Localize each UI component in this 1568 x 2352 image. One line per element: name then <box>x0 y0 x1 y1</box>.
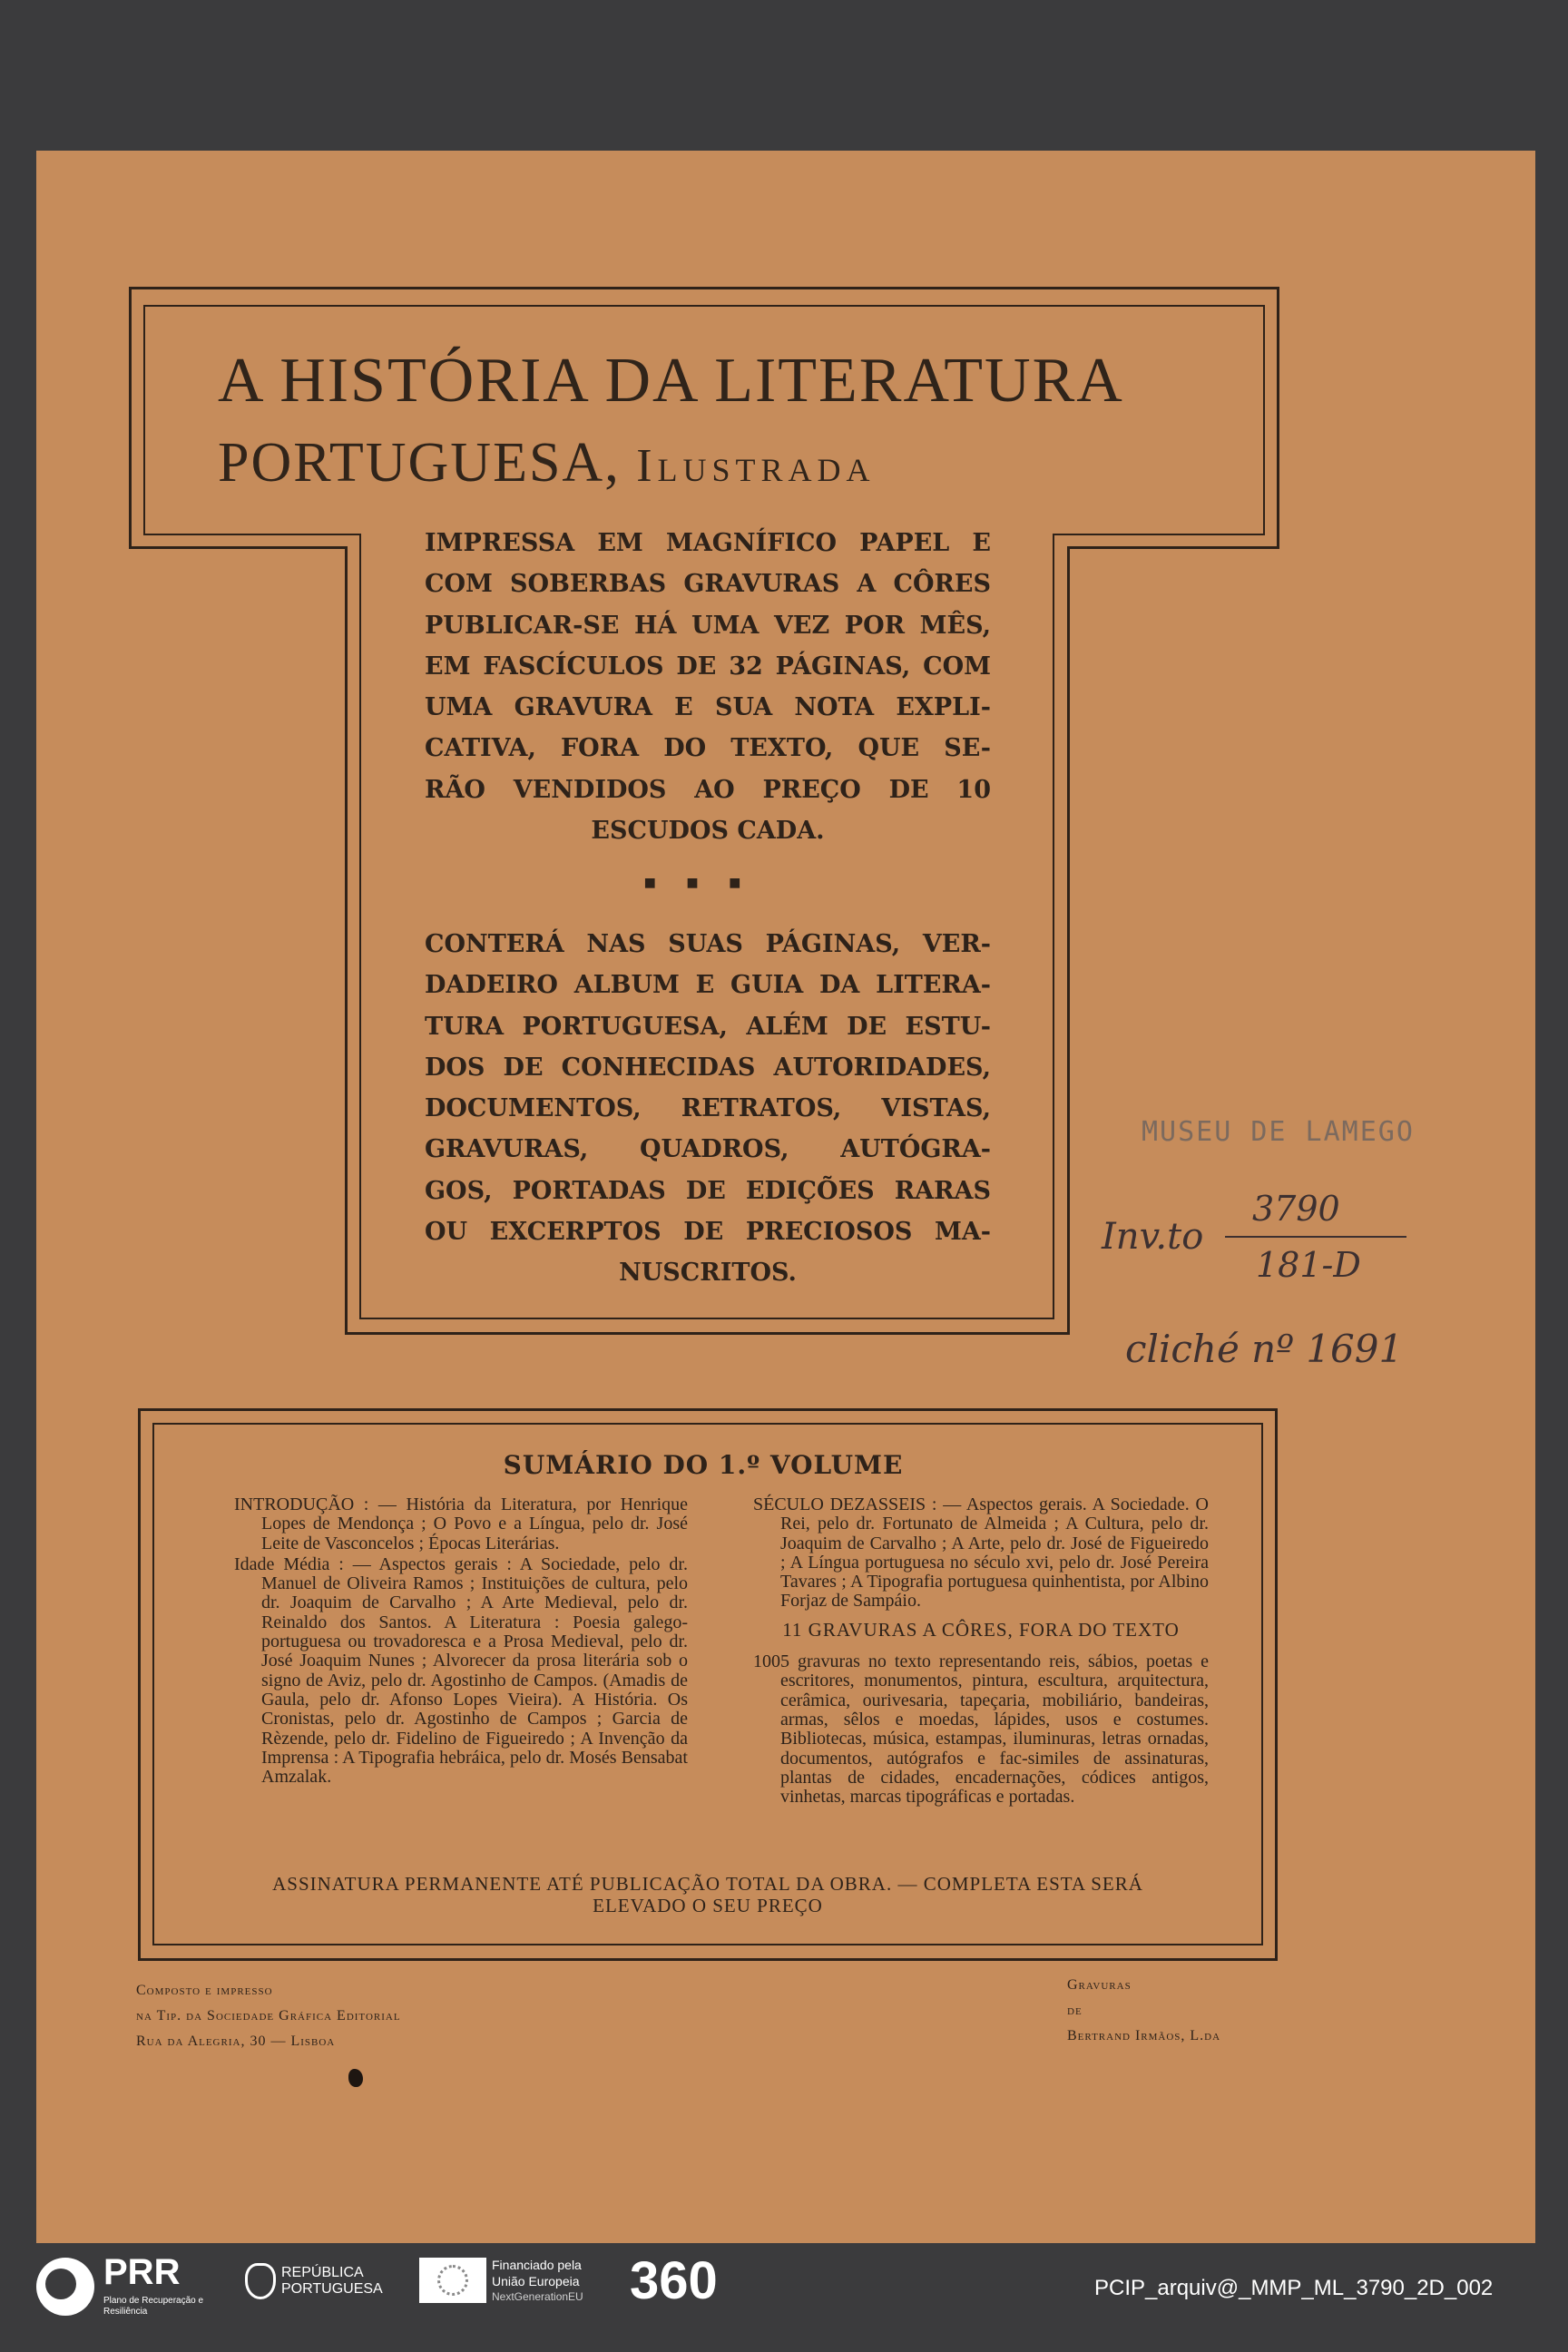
archive-id: PCIP_arquiv@_MMP_ML_3790_2D_002 <box>1094 2276 1494 2300</box>
summary-introducao: INTRODUÇÃO : — História da Literatura, por Henrique Lopes de Mendonça ; O Povo e a Língua, pelo dr. José Leite de Vasconcelos ; Épocas Literárias. <box>234 1494 688 1553</box>
brand-360: 360 <box>630 2251 718 2310</box>
ornament-dividers: ■ ■ ■ <box>643 871 754 894</box>
imprint-right-line-3: Bertrand Irmãos, L.da <box>1067 2028 1221 2043</box>
title-line-1: A HISTÓRIA DA LITERATURA <box>218 346 1124 416</box>
summary-gravuras-texto: 1005 gravuras no texto representando reis, sábios, poetas e escritores, monumentos, pintura, escultura, arquitectura, cerâmica, ourivesaria, tapeçaria, mobiliário, bandeiras, armas, sêlos e moedas, lápides, usos e costumes. Bibliotecas, música, estampas, iluminuras, letras ornadas, documentos, autógrafos e fac-similes de assinaturas, plantas de cidades, encadernações, códices antigos, vinhetas, marcas tipográficas e portadas. <box>753 1651 1209 1808</box>
description-line: COM SOBERBAS GRAVURAS A CÔRES <box>425 570 991 599</box>
prr-logo-icon <box>36 2258 94 2316</box>
imprint-left <box>136 1978 401 2054</box>
contents-line: TURA PORTUGUESA, ALÉM DE ESTU- <box>425 1012 991 1041</box>
title-portuguesa: PORTUGUESA, <box>218 432 621 494</box>
imprint-left-line-2: na Tip. da Sociedade Gráfica Editorial <box>136 2008 401 2024</box>
eu-flag-icon <box>419 2258 486 2303</box>
cliche-note: cliché nº 1691 <box>1125 1327 1404 1371</box>
contents-line: GRAVURAS, QUADROS, AUTÓGRA- <box>425 1135 991 1164</box>
subscription-line-1: ASSINATURA PERMANENTE ATÉ PUBLICAÇÃO TOTAL DA OBRA. — COMPLETA ESTA SERÁ <box>272 1873 1143 1895</box>
description-line: UMA GRAVURA E SUA NOTA EXPLI- <box>425 693 991 722</box>
imprint-right <box>1067 1973 1220 2049</box>
contents-line: DOS DE CONHECIDAS AUTORIDADES, <box>425 1053 991 1082</box>
summary-idade-media: Idade Média : — Aspectos gerais : A Sociedade, pelo dr. Manuel de Oliveira Ramos ; Instituições de cultura, pelo dr. Joaquim de Carvalho ; A Arte Medieval, pelo dr. Reinaldo dos Santos. A Literatura : Poesia galego-portuguesa ou trovadoresca e a Prosa Medieval, pelo dr. José Joaquim Nunes ; Alvorecer da prosa literária sob o signo de Aviz, pelo dr. Agostinho de Campos. (Amadis de Gaula, pelo dr. Afonso Lopes Vieira). A História. Os Cronistas, pelo dr. Agostinho de Campos ; Garcia de Rèzende, pelo dr. Fidelino de Figueiredo ; A Invenção da Imprensa : A Tipografia hebráica, pelo dr. Mosés Bensabat Amzalak. <box>234 1553 688 1788</box>
description-line: IMPRESSA EM MAGNÍFICO PAPEL E <box>425 529 991 557</box>
subscription-line-2: ELEVADO O SEU PREÇO <box>593 1895 823 1916</box>
subscription-note <box>163 1873 1252 1916</box>
contents-line: CONTERÁ NAS SUAS PÁGINAS, VER- <box>425 930 991 958</box>
imprint-left-line-1: Composto e impresso <box>136 1983 273 1998</box>
contents-line: DADEIRO ALBUM E GUIA DA LITERA- <box>425 971 991 1000</box>
summary-right-column <box>753 1495 1209 1808</box>
eu-text-2: União Europeia <box>492 2274 580 2288</box>
republica-logo-icon <box>245 2263 276 2299</box>
summary-left-column <box>234 1495 688 1788</box>
description-line: CATIVA, FORA DO TEXTO, QUE SE- <box>425 734 991 763</box>
inventory-label: Inv.to <box>1102 1216 1204 1258</box>
summary-seculo-dezasseis: SÉCULO DEZASSEIS : — Aspectos gerais. A Sociedade. O Rei, pelo dr. Fortunato de Almeida ; A Cultura, pelo dr. Joaquim de Carvalho ; A Arte, pelo dr. José de Figueiredo ; A Língua portuguesa no século xvi, pelo dr. José Pereira Tavares ; A Tipografia portuguesa quinhentista, por Albino Forjaz de Sampáio. <box>753 1494 1209 1612</box>
description-block <box>425 523 991 851</box>
summary-gravuras-cores: 11 GRAVURAS A CÔRES, FORA DO TEXTO <box>782 1618 1180 1641</box>
prr-logo-text: PRR <box>103 2252 181 2292</box>
title-ilustrada: Ilustrada <box>636 440 876 492</box>
imprint-right-line-2: de <box>1067 2003 1083 2018</box>
eu-text-3: NextGenerationEU <box>492 2290 583 2303</box>
description-line: ESCUDOS CADA. <box>591 817 825 846</box>
summary-title: SUMÁRIO DO 1.º VOLUME <box>503 1450 904 1480</box>
imprint-left-line-3: Rua da Alegria, 30 — Lisboa <box>136 2034 336 2049</box>
eu-text-1: Financiado pela <box>492 2258 582 2272</box>
inventory-rule <box>1225 1236 1406 1238</box>
title-line-2 <box>218 431 1198 495</box>
prr-logo-subtitle: Plano de Recuperação e Resiliência <box>103 2296 204 2317</box>
republica-logo-text: REPÚBLICA PORTUGUESA <box>281 2265 383 2297</box>
inventory-number-top: 3790 <box>1252 1189 1340 1229</box>
description-line: RÃO VENDIDOS AO PREÇO DE 10 <box>425 775 991 804</box>
contents-line: GOS, PORTADAS DE EDIÇÕES RARAS <box>425 1176 991 1205</box>
inventory-number-bottom: 181-D <box>1256 1245 1361 1285</box>
contents-line: OU EXCERPTOS DE PRECIOSOS MA- <box>425 1218 991 1247</box>
description-line: PUBLICAR-SE HÁ UMA VEZ POR MÊS, <box>425 611 991 640</box>
contents-line: DOCUMENTOS, RETRATOS, VISTAS, <box>425 1094 991 1123</box>
ink-blot <box>348 2069 363 2087</box>
contents-line: NUSCRITOS. <box>619 1259 797 1288</box>
contents-block <box>425 924 991 1294</box>
description-line: EM FASCÍCULOS DE 32 PÁGINAS, COM <box>425 652 991 681</box>
museum-stamp: MUSEU DE LAMEGO <box>1142 1116 1415 1148</box>
imprint-right-line-1: Gravuras <box>1067 1977 1132 1993</box>
